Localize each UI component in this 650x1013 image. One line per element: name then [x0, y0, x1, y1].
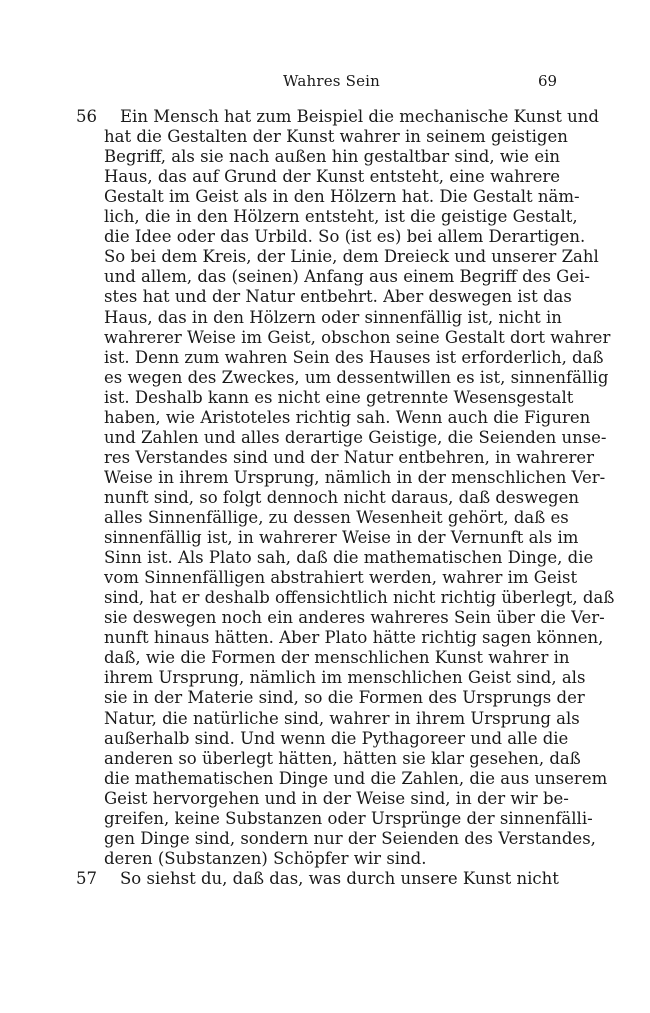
text-line: greifen, keine Substanzen oder Ursprünge der sinnenfälli-	[104, 808, 593, 828]
text-line: Ein Mensch hat zum Beispiel die mechanische Kunst und	[120, 107, 599, 126]
text-line: Haus, das in den Hölzern oder sinnenfällig ist, nicht in	[104, 307, 562, 327]
text-line: Begriff, als sie nach außen hin gestaltbar sind, wie ein	[104, 147, 560, 167]
text-line: gen Dinge sind, sondern nur der Seienden des Verstandes,	[104, 828, 596, 848]
text-line: wahrerer Weise im Geist, obschon seine Gestalt dort wahrer	[104, 327, 611, 347]
text-line: res Verstandes sind und der Natur entbehren, in wahrerer	[104, 447, 595, 467]
running-title: Wahres Sein	[283, 72, 381, 90]
text-line: daß, wie die Formen der menschlichen Kunst wahrer in	[104, 648, 570, 668]
text-line: Haus, das auf Grund der Kunst entsteht, eine wahrere	[104, 167, 560, 187]
paragraph-number: 56	[76, 107, 97, 126]
text-line: hat die Gestalten der Kunst wahrer in seinem geistigen	[104, 127, 568, 147]
text-line: lich, die in den Hölzern entsteht, ist die geistige Gestalt,	[104, 207, 578, 227]
text-line: nunft sind, so folgt dennoch nicht daraus, daß deswegen	[104, 487, 579, 507]
text-line: nunft hinaus hätten. Aber Plato hätte richtig sagen können,	[104, 628, 604, 648]
text-line: es wegen des Zweckes, um dessentwillen es ist, sinnenfällig	[104, 367, 609, 387]
text-line: anderen so überlegt hätten, hätten sie klar gesehen, daß	[104, 748, 581, 768]
text-line: haben, wie Aristoteles richtig sah. Wenn auch die Figuren	[104, 407, 591, 427]
text-line: sinnenfällig ist, in wahrerer Weise in der Vernunft als im	[104, 528, 579, 548]
text-line: und Zahlen und alles derartige Geistige, die Seienden unse-	[104, 427, 607, 447]
text-line: und allem, das (seinen) Anfang aus einem Begriff des Gei-	[104, 267, 590, 287]
text-line: alles Sinnenfällige, zu dessen Wesenheit gehört, daß es	[104, 508, 569, 527]
text-line: sind, hat er deshalb offensichtlich nicht richtig überlegt, daß	[104, 588, 615, 608]
text-line: sie deswegen noch ein anderes wahreres Sein über die Ver-	[104, 608, 605, 628]
paragraph-number: 57	[76, 869, 97, 888]
text-line: Natur, die natürliche sind, wahrer in ihrem Ursprung als	[104, 708, 580, 728]
text-line: So siehst du, daß das, was durch unsere Kunst nicht	[120, 869, 559, 888]
text-line: ihrem Ursprung, nämlich im menschlichen Geist sind, als	[104, 668, 586, 688]
text-line: außerhalb sind. Und wenn die Pythagoreer und alle die	[104, 728, 569, 748]
text-line: ist. Deshalb kann es nicht eine getrennte Wesensgestalt	[104, 387, 574, 407]
text-line: sie in der Materie sind, so die Formen des Ursprungs der	[104, 688, 585, 708]
text-line: Gestalt im Geist als in den Hölzern hat. Die Gestalt näm-	[104, 187, 580, 207]
text-line: ist. Denn zum wahren Sein des Hauses ist erforderlich, daß	[104, 347, 604, 367]
text-line: Geist hervorgehen und in der Weise sind, in der wir be-	[104, 788, 569, 808]
text-line: die mathematischen Dinge und die Zahlen, die aus unserem	[104, 768, 608, 788]
text-line: die Idee oder das Urbild. So (ist es) bei allem Derartigen.	[104, 227, 586, 247]
page-number: 69	[538, 72, 558, 90]
text-line: vom Sinnenfälligen abstrahiert werden, wahrer im Geist	[104, 568, 578, 588]
text-line: stes hat und der Natur entbehrt. Aber deswegen ist das	[104, 287, 572, 307]
text-line: Sinn ist. Als Plato sah, daß die mathematischen Dinge, die	[104, 548, 594, 568]
running-header	[0, 72, 650, 92]
text-line: deren (Substanzen) Schöpfer wir sind.	[104, 848, 427, 868]
text-line: Weise in ihrem Ursprung, nämlich in der menschlichen Ver-	[104, 467, 606, 487]
text-line: So bei dem Kreis, der Linie, dem Dreieck und unserer Zahl	[104, 247, 599, 267]
